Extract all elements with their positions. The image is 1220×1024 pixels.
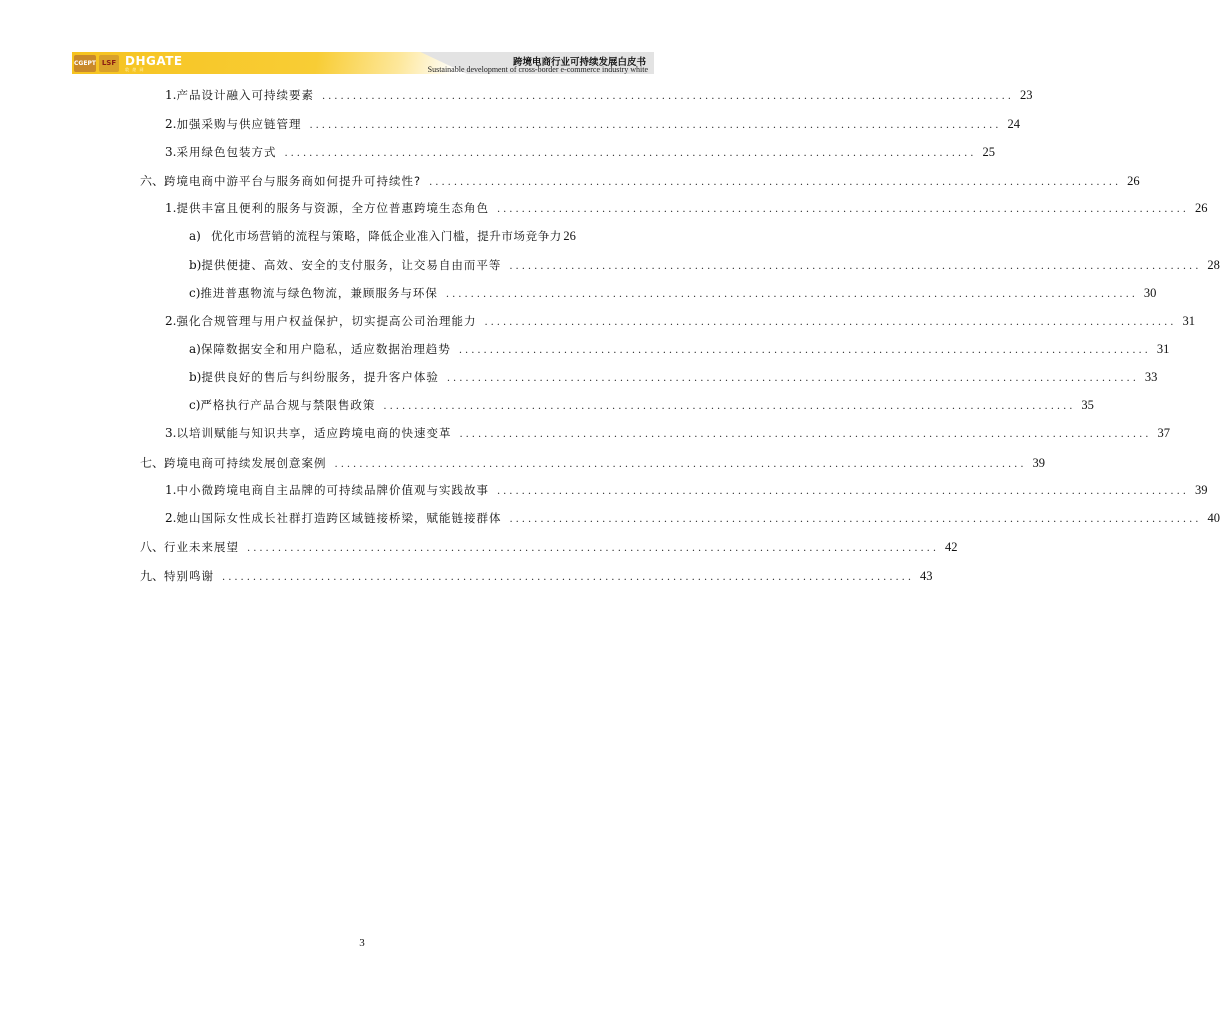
toc-section-page: 43	[920, 569, 933, 583]
toc-subitem-page: 31	[1156, 342, 1170, 356]
toc-subitem[interactable]	[189, 228, 615, 246]
toc-leader-dots: ................................................................................................................	[284, 148, 977, 159]
toc-leader-dots: ................................................................................................................	[458, 345, 1151, 356]
toc-section-page: 42	[945, 540, 958, 554]
header-logos	[74, 54, 183, 72]
toc-item-number: 3.	[165, 145, 177, 159]
toc-item[interactable]	[165, 200, 1208, 218]
toc-section-number: 八、	[140, 540, 165, 554]
toc-item[interactable]	[165, 313, 1195, 331]
toc-subitem-page: 30	[1143, 286, 1157, 300]
toc-item-number: 3.	[165, 426, 177, 440]
toc-item-label: 产品设计融入可持续要素	[176, 88, 314, 102]
toc-section[interactable]	[140, 172, 1140, 190]
toc-item-number: 1.	[165, 88, 177, 102]
toc-section-number: 九、	[140, 569, 165, 583]
toc-subitem-page: 26	[563, 229, 576, 243]
toc-subitem-label: 提供良好的售后与纠纷服务，提升客户体验	[201, 370, 439, 384]
toc-item-number: 2.	[165, 511, 177, 525]
toc-subitem-letter: b)	[189, 258, 202, 272]
toc-subitem[interactable]	[189, 257, 1220, 275]
toc-leader-dots: ................................................................................................................	[446, 373, 1139, 384]
toc-item-page: 31	[1182, 314, 1195, 328]
toc-item-page: 26	[1194, 201, 1208, 215]
toc-item-label: 强化合规管理与用户权益保护，切实提高公司治理能力	[176, 314, 477, 328]
toc-subitem[interactable]	[189, 341, 1170, 359]
toc-section-label: 行业未来展望	[164, 540, 240, 554]
toc-section-page: 39	[1032, 456, 1046, 470]
toc-item[interactable]	[165, 144, 995, 162]
toc-leader-dots: ................................................................................................................	[459, 429, 1152, 440]
toc-subitem-letter: c)	[189, 286, 201, 300]
toc-item-page: 25	[982, 145, 995, 159]
toc-section-label: 跨境电商可持续发展创意案例	[164, 456, 327, 470]
toc-subitem-label: 推进普惠物流与绿色物流，兼顾服务与环保	[200, 286, 438, 300]
toc-item[interactable]	[165, 116, 1020, 134]
toc-section-label: 跨境电商中游平台与服务商如何提升可持续性?	[164, 174, 422, 188]
toc-subitem-page: 35	[1081, 398, 1094, 412]
toc-section-number: 七、	[140, 456, 165, 470]
toc-subitem-letter: a)	[189, 229, 201, 243]
toc-item-page: 40	[1207, 511, 1220, 525]
toc-subitem[interactable]	[189, 369, 1158, 387]
toc-leader-dots: ................................................................................................................	[383, 401, 1076, 412]
lsf-logo: LSF	[99, 55, 119, 72]
toc-leader-dots: ................................................................................................................	[309, 120, 1002, 131]
toc-leader-dots: ................................................................................................................	[222, 572, 915, 583]
toc-leader-dots: ................................................................................................................	[509, 514, 1202, 525]
toc-subitem-label: 严格执行产品合规与禁限售政策	[200, 398, 376, 412]
toc-item-page: 23	[1019, 88, 1033, 102]
toc-subitem-label: 优化市场营销的流程与策略，降低企业准入门槛，提升市场竞争力	[211, 229, 562, 243]
toc-item-page: 39	[1194, 483, 1208, 497]
toc-leader-dots: ................................................................................................................	[321, 91, 1014, 102]
toc-item-page: 37	[1157, 426, 1170, 440]
toc-subitem-label: 提供便捷、高效、安全的支付服务，让交易自由而平等	[201, 258, 502, 272]
toc-item[interactable]	[165, 425, 1170, 443]
toc-section-label: 特别鸣谢	[164, 569, 215, 583]
toc-section-number: 六、	[140, 174, 165, 188]
header-title-chinese: 跨境电商行业可持续发展白皮书	[512, 57, 646, 68]
toc-item-number: 1.	[165, 483, 177, 497]
toc-subitem-label: 保障数据安全和用户隐私，适应数据治理趋势	[200, 342, 451, 356]
toc-leader-dots: ................................................................................................................	[334, 459, 1027, 470]
toc-subitem-letter: a)	[189, 342, 201, 356]
toc-leader-dots: ................................................................................................................	[429, 177, 1122, 188]
cgept-logo: CGEPT	[74, 55, 96, 72]
toc-leader-dots: ................................................................................................................	[509, 261, 1202, 272]
toc-leader-dots: ................................................................................................................	[496, 204, 1189, 215]
toc-item-number: 1.	[165, 201, 177, 215]
toc-section-page: 26	[1127, 174, 1140, 188]
toc-section[interactable]	[140, 454, 1046, 472]
page-header	[72, 52, 654, 74]
toc-leader-dots: ................................................................................................................	[445, 289, 1138, 300]
toc-item-number: 2.	[165, 117, 177, 131]
toc-item-label: 她山国际女性成长社群打造跨区域链接桥梁，赋能链接群体	[176, 511, 502, 525]
toc-item-label: 采用绿色包装方式	[176, 145, 277, 159]
toc-subitem-page: 28	[1207, 258, 1220, 272]
toc-item-label: 提供丰富且便利的服务与资源，全方位普惠跨境生态角色	[176, 201, 489, 215]
toc-leader-dots: ................................................................................................................	[484, 317, 1177, 328]
toc-leader-dots: ................................................................................................................	[496, 486, 1189, 497]
toc-item-label: 加强采购与供应链管理	[176, 117, 302, 131]
page-number: 3	[359, 937, 365, 949]
toc-section[interactable]	[140, 538, 958, 556]
toc-item-label: 中小微跨境电商自主品牌的可持续品牌价值观与实践故事	[176, 483, 489, 497]
toc-leader-dots: ................................................................................................................	[247, 543, 940, 554]
toc-subitem[interactable]	[189, 397, 1094, 415]
toc-item-number: 2.	[165, 314, 177, 328]
dhgate-logo-text: DHGATE	[125, 53, 183, 68]
dhgate-logo-subtext: 敦 煌 网	[125, 66, 145, 72]
toc-item[interactable]	[165, 510, 1220, 528]
toc-item-page: 24	[1007, 117, 1020, 131]
toc-section[interactable]	[140, 567, 933, 585]
toc-subitem-letter: c)	[189, 398, 201, 412]
dhgate-logo	[125, 55, 183, 72]
header-title-english: Sustainable development of cross-border e-commerce industry white	[427, 65, 648, 74]
toc-item-label: 以培训赋能与知识共享，适应跨境电商的快速变革	[176, 426, 452, 440]
toc-item[interactable]	[165, 87, 1033, 105]
toc-subitem-page: 33	[1144, 370, 1158, 384]
toc-subitem-letter: b)	[189, 370, 202, 384]
toc-subitem[interactable]	[189, 285, 1157, 303]
toc-item[interactable]	[165, 482, 1208, 500]
